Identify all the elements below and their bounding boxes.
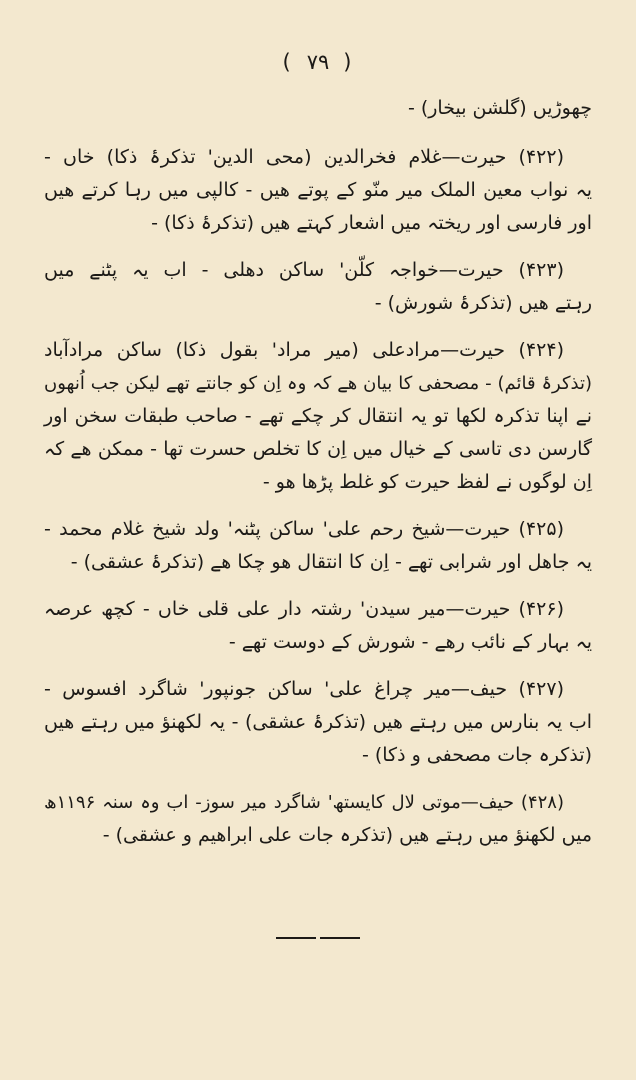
- page-number: [0, 50, 636, 74]
- page-number-value: ٧٩: [306, 50, 330, 74]
- section-end-rule: [0, 937, 636, 939]
- entry-line: یہ نواب معین الملک میر منّو کے پوتے ھیں - کالپی میں رہا کرتے ھیں: [44, 179, 592, 201]
- entry-line: چھوڑیں (گلشن بیخار) -: [407, 97, 592, 119]
- entry-428: [44, 786, 592, 852]
- open-paren: (: [282, 50, 293, 74]
- close-paren: ): [343, 50, 354, 74]
- entry-line: اب یہ بنارس میں رہتے ھیں (تذکرۂ عشقی) - یہ لکھنؤ میں رہتے ھیں: [44, 711, 592, 733]
- rule-dash: [276, 937, 316, 939]
- entry-line: (۴۲۵) حیرت—شیخ رحم علی' ساکن پٹنہ' ولد شیخ غلام محمد -: [44, 518, 564, 540]
- page-body: [44, 92, 592, 866]
- entry-line: (۴۲۸) حیف—موتی لال کایستھ' شاگرد میر سوز- اب وہ سنہ ۱۱۹۶ھ: [44, 792, 564, 813]
- entry-line: نے اپنا تذکرہ لکھا تو یہ انتقال کر چکے تھے - صاحب طبقات سخن اور: [44, 405, 592, 427]
- entry-line: یہ جاھل اور شرابی تھے - اِن کا انتقال ھو چکا ھے (تذکرۂ عشقی) -: [70, 551, 592, 573]
- entry-line: گارسن دی تاسی کے خیال میں اِن کا تخلص حسرت تھا - ممکن ھے کہ: [44, 438, 592, 460]
- entry-425: [44, 513, 592, 579]
- entry-line: یہ بہار کے نائب رھے - شورش کے دوست تھے -: [228, 631, 592, 653]
- entry-424: [44, 334, 592, 499]
- entry-line: (تذکرۂ قائم) - مصحفی کا بیان ھے کہ وہ اِن کو جانتے تھے لیکن جب اُنھوں: [44, 373, 592, 394]
- entry-line: میں لکھنؤ میں رہتے ھیں (تذکرہ جات علی ابراھیم و عشقی) -: [102, 824, 592, 846]
- entry-line: (۴۲۶) حیرت—میر سیدن' رشتہ دار علی قلی خاں - کچھ عرصہ: [44, 598, 564, 620]
- rule-dash: [320, 937, 360, 939]
- entry-line: (۴۲۷) حیف—میر چراغ علی' ساکن جونپور' شاگرد افسوس -: [44, 678, 564, 700]
- entry-line: رہتے ھیں (تذکرۂ شورش) -: [374, 292, 592, 314]
- entry-426: [44, 593, 592, 659]
- entry-427: [44, 673, 592, 772]
- entry-423: [44, 254, 592, 320]
- entry-line: (۴۲۲) حیرت—غلام فخرالدین (محی الدین' تذکرۂ ذکا) خاں -: [44, 146, 564, 168]
- entry-line: اور فارسی اور ریختہ میں اشعار کہتے ھیں (تذکرۂ ذکا) -: [151, 212, 592, 234]
- entry-line: (۴۲۳) حیرت—خواجہ کلّن' ساکن دھلی - اب یہ پٹنے میں: [44, 259, 564, 281]
- entry-line: (تذکرہ جات مصحفی و ذکا) -: [361, 744, 592, 766]
- entry-line: (۴۲۴) حیرت—مرادعلی (میر مراد' بقول ذکا) ساکن مرادآباد: [44, 339, 564, 361]
- entry-continuation: [44, 92, 592, 125]
- entry-422: [44, 141, 592, 240]
- entry-line: اِن لوگوں نے لفظ حیرت کو غلط پڑھا ھو -: [262, 471, 592, 493]
